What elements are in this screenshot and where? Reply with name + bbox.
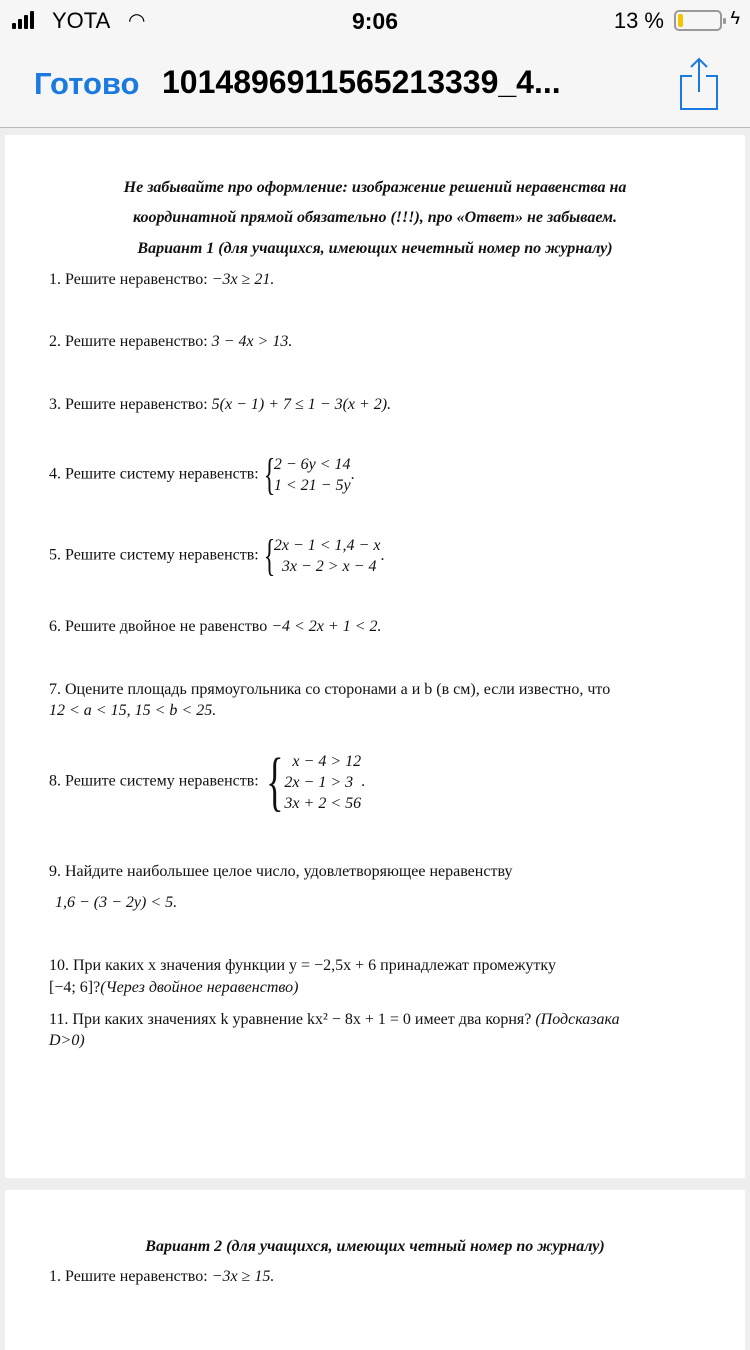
share-icon[interactable]	[680, 56, 718, 110]
battery-percent: 13 %	[613, 8, 664, 33]
task-11-line-2: D>0)	[49, 1032, 85, 1049]
task-4: 4. Решите систему неравенств: { 2 − 6y < 14 1 < 21 − 5y .	[49, 450, 355, 499]
variant-heading: Вариант 1 (для учащихся, имеющих нечетный номер по журналу)	[137, 240, 613, 257]
task-2: 2. Решите неравенство: 3 − 4x > 13.	[49, 333, 293, 350]
task-10-line-2: [−4; 6]?(Через двойное неравенство)	[49, 979, 299, 996]
task-7-line-1: 7. Оцените площадь прямоугольника со сторонами a и b (в см), если известно, что	[49, 681, 611, 698]
task-9-line-2: 1,6 − (3 − 2y) < 5.	[55, 894, 178, 911]
document-page-1	[5, 135, 745, 1178]
battery-icon	[674, 10, 722, 31]
header-line: координатной прямой обязательно (!!!), про «Ответ» не забываем.	[133, 209, 617, 226]
task-1: 1. Решите неравенство: −3x ≥ 15.	[49, 1268, 275, 1285]
task-6: 6. Решите двойное не равенство −4 < 2x + 1 < 2.	[49, 618, 382, 635]
charging-icon: ϟ	[730, 8, 740, 28]
clock: 9:06	[351, 8, 399, 34]
task-8: 8. Решите систему неравенств: { x − 4 > 12 2x − 1 > 3 3x + 2 < 56 .	[49, 745, 366, 818]
carrier: YOTA	[52, 8, 111, 33]
task-1: 1. Решите неравенство: −3x ≥ 21.	[49, 271, 275, 288]
status-bar	[0, 0, 750, 42]
nav-bar	[0, 42, 750, 128]
document-page-2	[5, 1190, 745, 1350]
header-line: Не забывайте про оформление: изображение решений неравенства на	[123, 179, 627, 196]
task-10-line-1: 10. При каких x значения функции y = −2,5x + 6 принадлежат промежутку	[49, 957, 556, 974]
variant-heading: Вариант 2 (для учащихся, имеющих четный номер по журналу)	[145, 1238, 605, 1255]
task-7-line-2: 12 < a < 15, 15 < b < 25.	[49, 702, 217, 719]
task-3: 3. Решите неравенство: 5(x − 1) + 7 ≤ 1 − 3(x + 2).	[49, 396, 392, 413]
done-button[interactable]: Готово	[34, 66, 140, 101]
task-9-line-1: 9. Найдите наибольшее целое число, удовлетворяющее неравенству	[49, 863, 513, 880]
document-title: 1014896911565213339_4...	[162, 64, 561, 100]
wifi-icon: ◠	[128, 10, 146, 32]
task-5: 5. Решите систему неравенств: { 2x − 1 < 1,4 − x 3x − 2 > x − 4 .	[49, 531, 385, 580]
task-11-line-1: 11. При каких значениях k уравнение kx² − 8x + 1 = 0 имеет два корня? (Подсказака	[49, 1011, 620, 1028]
